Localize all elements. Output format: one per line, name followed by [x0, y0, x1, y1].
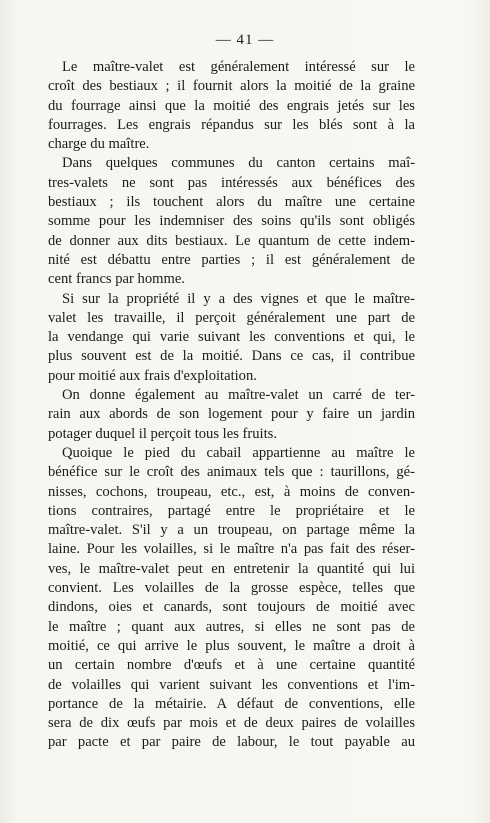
text-line: rain aux abords de son logement pour y faire un jardin: [48, 406, 415, 423]
paragraph: [48, 290, 415, 386]
text-line: bénéfice sur le croît des animaux tels que : taurillons, gé-: [48, 464, 415, 481]
text-line: bestiaux ; ils touchent alors du maître une certaine: [48, 194, 415, 211]
text-line: Le maître-valet est généralement intéressé sur le: [62, 59, 415, 75]
text-line: plus souvent est de la moitié. Dans ce cas, il contribue: [48, 348, 415, 365]
text-line: Quoique le pied du cabail appartienne au maître le: [62, 444, 415, 461]
text-line: valet les travaille, il perçoit généralement une part de: [48, 309, 415, 326]
text-line: de volailles qui varient suivant les conventions et l'im-: [48, 676, 415, 693]
text-line: pour moitié aux frais d'exploitation.: [48, 367, 257, 384]
text-line: portance de la métairie. A défaut de conventions, elle: [48, 695, 415, 712]
text-line: sera de dix œufs par mois et de deux paires de volailles: [48, 715, 415, 732]
paragraph: [48, 386, 415, 444]
text-line: On donne également au maître-valet un carré de ter-: [62, 387, 415, 404]
text-line: croît des bestiaux ; il fournit alors la moitié de la graine: [48, 78, 415, 95]
text-line: de donner aux dits bestiaux. Le quantum de cette indem-: [48, 232, 415, 249]
text-line: dindons, oies et canards, sont toujours de moitié avec: [48, 599, 415, 616]
text-line: laine. Pour les volailles, si le maître n'a pas fait des réser-: [48, 541, 415, 558]
text-line: charge du maître.: [48, 136, 150, 153]
page-number: — 41 —: [215, 32, 275, 48]
text-line: somme pour les indemniser des soins qu'ils sont obligés: [48, 213, 415, 230]
text-line: ves, le maître-valet peut en entretenir la quantité qui lui: [48, 560, 415, 577]
text-line: par pacte et par paire de labour, le tout payable au: [48, 734, 415, 751]
text-line: tres-valets ne sont pas intéressés aux bénéfices des: [48, 174, 415, 191]
text-line: Si sur la propriété il y a des vignes et que le maître-: [62, 290, 415, 307]
body-text: [48, 58, 415, 753]
text-line: un certain nombre d'œufs et à une certaine quantité: [48, 657, 415, 674]
text-line: le maître ; quant aux autres, si elles ne sont pas de: [48, 618, 415, 635]
text-line: convient. Les volailles de la grosse espèce, telles que: [48, 580, 415, 597]
text-line: potager duquel il perçoit tous les fruits.: [48, 425, 277, 442]
text-line: cent francs par homme.: [48, 271, 185, 288]
text-line: du fourrage ainsi que la moitié des engrais jetés sur les: [48, 97, 415, 114]
paragraph: [48, 154, 415, 289]
text-line: tions contraires, partagé entre le propriétaire et le: [48, 502, 415, 519]
text-line: la vendange qui varie suivant les conventions et qui, le: [48, 329, 415, 346]
text-line: nité est débattu entre parties ; il est généralement de: [48, 251, 415, 268]
paragraph: [48, 444, 415, 753]
text-line: fourrages. Les engrais répandus sur les blés sont à la: [48, 116, 415, 133]
paragraph: [48, 58, 415, 154]
text-line: nisses, cochons, troupeau, etc., est, à moins de conven-: [48, 483, 415, 500]
text-line: moitié, ce qui arrive le plus souvent, le maître a droit à: [48, 637, 415, 654]
text-line: Dans quelques communes du canton certains maî-: [62, 155, 415, 172]
text-line: maître-valet. S'il y a un troupeau, on partage même la: [48, 522, 415, 539]
